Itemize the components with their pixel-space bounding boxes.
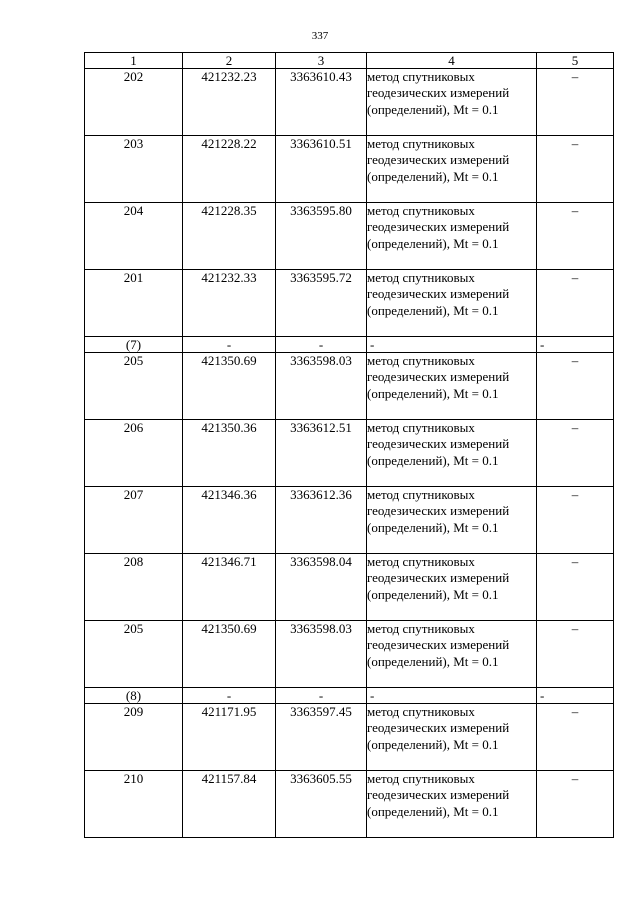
col5-cell: –	[537, 554, 614, 621]
method-cell: метод спутниковых геодезических измерений (определений), Mt = 0.1	[367, 621, 537, 688]
y-coordinate-cell: -	[276, 688, 367, 704]
point-id-cell: 209	[85, 704, 183, 771]
method-cell: метод спутниковых геодезических измерений (определений), Mt = 0.1	[367, 487, 537, 554]
col5-cell: -	[537, 337, 614, 353]
y-coordinate-cell: 3363612.36	[276, 487, 367, 554]
table-row	[85, 771, 614, 838]
table-row	[85, 69, 614, 136]
y-coordinate-cell: 3363605.55	[276, 771, 367, 838]
point-id-cell: 204	[85, 203, 183, 270]
coordinates-table	[84, 52, 614, 838]
method-cell: метод спутниковых геодезических измерений (определений), Mt = 0.1	[367, 420, 537, 487]
method-cell: метод спутниковых геодезических измерений (определений), Mt = 0.1	[367, 270, 537, 337]
header-col-1: 1	[85, 53, 183, 69]
x-coordinate-cell: 421171.95	[183, 704, 276, 771]
table-row	[85, 353, 614, 420]
col5-cell: –	[537, 353, 614, 420]
method-cell: метод спутниковых геодезических измерений (определений), Mt = 0.1	[367, 136, 537, 203]
table-row	[85, 136, 614, 203]
point-id-cell: 208	[85, 554, 183, 621]
point-id-cell: 201	[85, 270, 183, 337]
point-id-cell: (7)	[85, 337, 183, 353]
method-cell: метод спутниковых геодезических измерений (определений), Mt = 0.1	[367, 554, 537, 621]
method-cell: -	[367, 688, 537, 704]
y-coordinate-cell: 3363597.45	[276, 704, 367, 771]
header-col-5: 5	[537, 53, 614, 69]
y-coordinate-cell: 3363595.80	[276, 203, 367, 270]
x-coordinate-cell: -	[183, 688, 276, 704]
x-coordinate-cell: 421346.71	[183, 554, 276, 621]
section-separator-row	[85, 337, 614, 353]
col5-cell: –	[537, 69, 614, 136]
header-col-3: 3	[276, 53, 367, 69]
section-separator-row	[85, 688, 614, 704]
header-col-4: 4	[367, 53, 537, 69]
x-coordinate-cell: 421232.33	[183, 270, 276, 337]
point-id-cell: (8)	[85, 688, 183, 704]
col5-cell: –	[537, 704, 614, 771]
table-row	[85, 420, 614, 487]
method-cell: -	[367, 337, 537, 353]
x-coordinate-cell: -	[183, 337, 276, 353]
table-row	[85, 203, 614, 270]
table-row	[85, 621, 614, 688]
y-coordinate-cell: 3363598.03	[276, 353, 367, 420]
col5-cell: –	[537, 136, 614, 203]
x-coordinate-cell: 421232.23	[183, 69, 276, 136]
table-body	[85, 69, 614, 838]
point-id-cell: 205	[85, 621, 183, 688]
x-coordinate-cell: 421228.22	[183, 136, 276, 203]
col5-cell: –	[537, 487, 614, 554]
y-coordinate-cell: -	[276, 337, 367, 353]
col5-cell: -	[537, 688, 614, 704]
method-cell: метод спутниковых геодезических измерений (определений), Mt = 0.1	[367, 353, 537, 420]
y-coordinate-cell: 3363595.72	[276, 270, 367, 337]
table-header	[85, 53, 614, 69]
y-coordinate-cell: 3363610.51	[276, 136, 367, 203]
method-cell: метод спутниковых геодезических измерений (определений), Mt = 0.1	[367, 203, 537, 270]
col5-cell: –	[537, 420, 614, 487]
y-coordinate-cell: 3363598.03	[276, 621, 367, 688]
x-coordinate-cell: 421350.69	[183, 621, 276, 688]
col5-cell: –	[537, 203, 614, 270]
method-cell: метод спутниковых геодезических измерений (определений), Mt = 0.1	[367, 771, 537, 838]
col5-cell: –	[537, 621, 614, 688]
y-coordinate-cell: 3363612.51	[276, 420, 367, 487]
page-number: 337	[311, 30, 329, 42]
y-coordinate-cell: 3363610.43	[276, 69, 367, 136]
method-cell: метод спутниковых геодезических измерений (определений), Mt = 0.1	[367, 704, 537, 771]
x-coordinate-cell: 421228.35	[183, 203, 276, 270]
point-id-cell: 205	[85, 353, 183, 420]
table-row	[85, 487, 614, 554]
point-id-cell: 207	[85, 487, 183, 554]
x-coordinate-cell: 421157.84	[183, 771, 276, 838]
table-row	[85, 704, 614, 771]
col5-cell: –	[537, 771, 614, 838]
x-coordinate-cell: 421350.69	[183, 353, 276, 420]
y-coordinate-cell: 3363598.04	[276, 554, 367, 621]
x-coordinate-cell: 421350.36	[183, 420, 276, 487]
point-id-cell: 206	[85, 420, 183, 487]
table-row	[85, 554, 614, 621]
point-id-cell: 210	[85, 771, 183, 838]
header-col-2: 2	[183, 53, 276, 69]
header-row	[85, 53, 614, 69]
point-id-cell: 202	[85, 69, 183, 136]
x-coordinate-cell: 421346.36	[183, 487, 276, 554]
table-row	[85, 270, 614, 337]
col5-cell: –	[537, 270, 614, 337]
method-cell: метод спутниковых геодезических измерений (определений), Mt = 0.1	[367, 69, 537, 136]
point-id-cell: 203	[85, 136, 183, 203]
